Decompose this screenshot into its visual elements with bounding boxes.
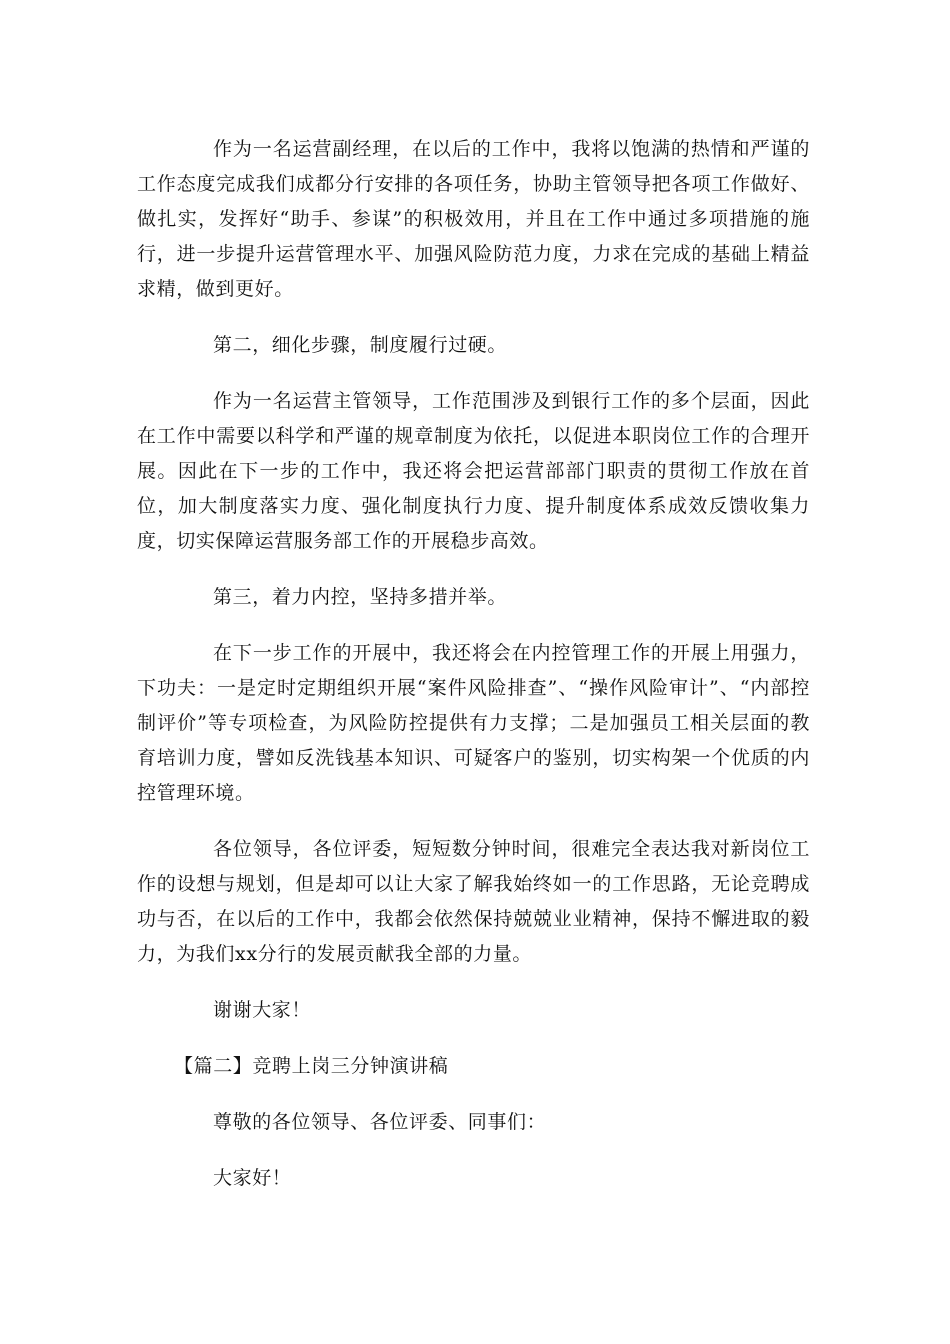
paragraph-point-two-heading: 第二，细化步骤，制度履行过硬。 xyxy=(213,334,508,356)
paragraph-point-three-heading: 第三，着力内控，坚持多措并举。 xyxy=(213,586,508,608)
paragraph-regulation-plan: 作为一名运营主管领导，工作范围涉及到银行工作的多个层面，因此在工作中需要以科学和严谨的规章制度为依托，以促进本职岗位工作的合理开展。因此在下一步的工作中，我还将会把运营部部门职责的贯彻工作放在首位，加大制度落实力度、强化制度执行力度、提升制度体系成效反馈收集力度，切实保障运营服务部工作的开展稳步高效。 xyxy=(137,390,810,552)
paragraph-greeting: 大家好！ xyxy=(213,1167,292,1189)
section-heading-part-two: 【篇二】竞聘上岗三分钟演讲稿 xyxy=(174,1055,449,1077)
paragraph-internal-control-plan: 在下一步工作的开展中，我还将会在内控管理工作的开展上用强力，下功夫：一是定时定期组织开展“案件风险排查”、“操作风险审计”、“内部控制评价”等专项检查，为风险防控提供有力支撑；二是加强员工相关层面的教育培训力度，譬如反洗钱基本知识、可疑客户的鉴别，切实构架一个优质的内控管理环境。 xyxy=(137,642,810,804)
document-body xyxy=(137,132,810,1217)
paragraph-role-plan: 作为一名运营副经理，在以后的工作中，我将以饱满的热情和严谨的工作态度完成我们成都分行安排的各项任务，协助主管领导把各项工作做好、做扎实，发挥好“助手、参谋”的积极效用，并且在工作中通过多项措施的施行，进一步提升运营管理水平、加强风险防范力度，力求在完成的基础上精益求精，做到更好。 xyxy=(137,138,810,300)
paragraph-thanks: 谢谢大家！ xyxy=(213,999,312,1021)
paragraph-salutation: 尊敬的各位领导、各位评委、同事们： xyxy=(213,1111,547,1133)
paragraph-closing-remarks: 各位领导，各位评委，短短数分钟时间，很难完全表达我对新岗位工作的设想与规划，但是却可以让大家了解我始终如一的工作思路，无论竞聘成功与否，在以后的工作中，我都会依然保持兢兢业业精神，保持不懈进取的毅力，为我们xx分行的发展贡献我全部的力量。 xyxy=(137,838,810,965)
